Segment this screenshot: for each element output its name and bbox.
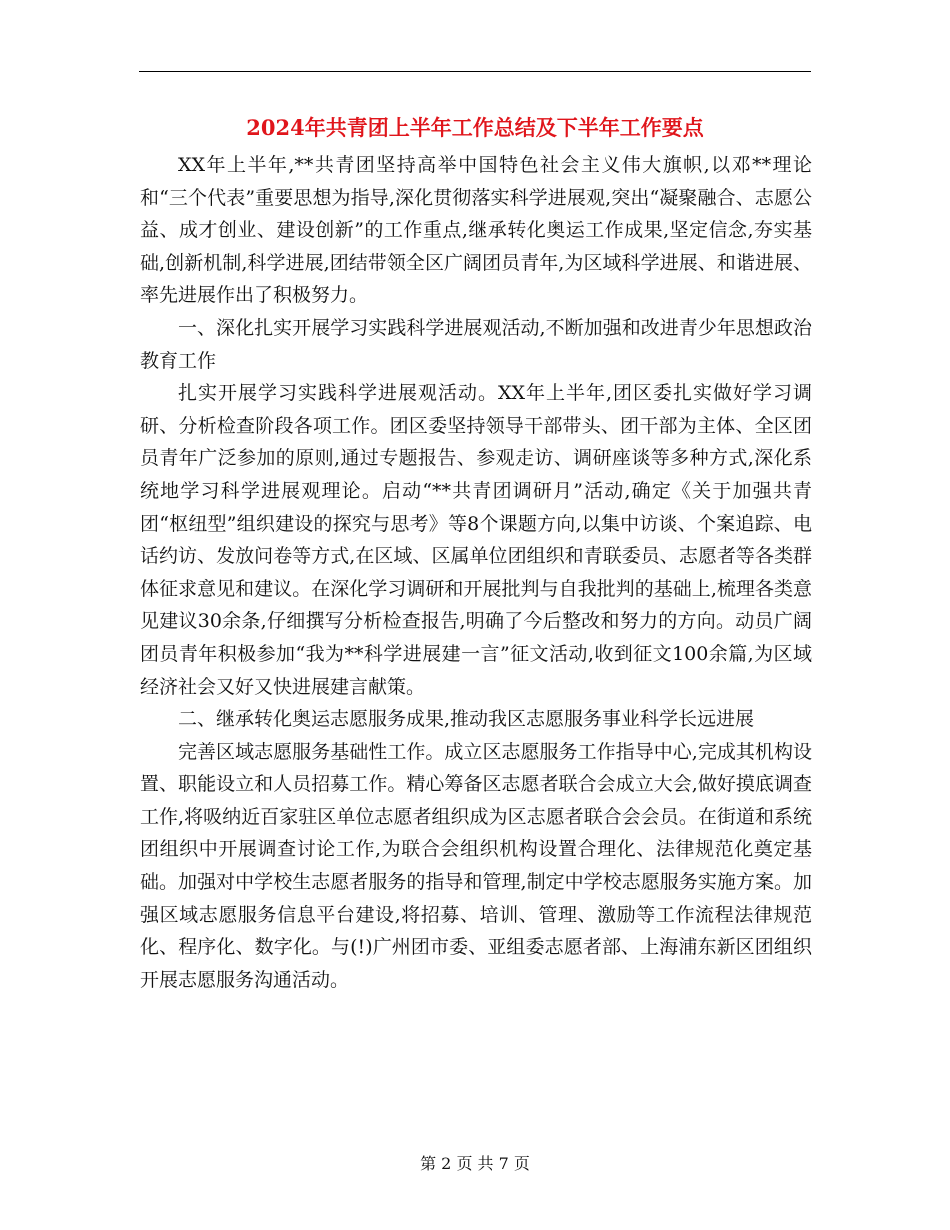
paragraph-intro: XX年上半年,**共青团坚持高举中国特色社会主义伟大旗帜,以邓**理论和“三个代表”重要思想为指导,深化贯彻落实科学进展观,突出“凝聚融合、志愿公益、成才创业、建设创新”的工作重点,继承转化奥运工作成果,坚定信念,夯实基础,创新机制,科学进展,团结带领全区广阔团员青年,为区域科学进展、和谐进展、率先进展作出了积极努力。	[140, 154, 812, 307]
document-title: 2024年共青团上半年工作总结及下半年工作要点	[246, 115, 704, 140]
page-number-footer: 第 2 页 共 7 页	[420, 1154, 530, 1173]
paragraph-section-2: 完善区域志愿服务基础性工作。成立区志愿服务工作指导中心,完成其机构设置、职能设立和人员招募工作。精心筹备区志愿者联合会成立大会,做好摸底调查工作,将吸纳近百家驻区单位志愿者组织成为区志愿者联合会会员。在街道和系统团组织中开展调查讨论工作,为联合会组织机构设置合理化、法律规范化奠定基础。加强对中学校生志愿者服务的指导和管理,制定中学校志愿服务实施方案。加强区域志愿服务信息平台建设,将招募、培训、管理、激励等工作流程法律规范化、程序化、数字化。与(!)广州团市委、亚组委志愿者部、上海浦东新区团组织开展志愿服务沟通活动。	[140, 740, 812, 991]
header-rule	[139, 71, 811, 72]
section-heading-2: 二、继承转化奥运志愿服务成果,推动我区志愿服务事业科学长远进展	[178, 708, 755, 731]
section-heading-1: 一、深化扎实开展学习实践科学进展观活动,不断加强和改进青少年思想政治教育工作	[140, 316, 812, 372]
document-body	[140, 149, 812, 996]
paragraph-section-1: 扎实开展学习实践科学进展观活动。XX年上半年,团区委扎实做好学习调研、分析检查阶段各项工作。团区委坚持领导干部带头、团干部为主体、全区团员青年广泛参加的原则,通过专题报告、参观走访、调研座谈等多种方式,深化系统地学习科学进展观理论。启动“**共青团调研月”活动,确定《关于加强共青团“枢纽型”组织建设的探究与思考》等8个课题方向,以集中访谈、个案追踪、电话约访、发放问卷等方式,在区域、区属单位团组织和青联委员、志愿者等各类群体征求意见和建议。在深化学习调研和开展批判与自我批判的基础上,梳理各类意见建议30余条,仔细撰写分析检查报告,明确了今后整改和努力的方向。动员广阔团员青年积极参加“我为**科学进展建一言”征文活动,收到征文100余篇,为区域经济社会又好又快进展建言献策。	[140, 382, 812, 698]
